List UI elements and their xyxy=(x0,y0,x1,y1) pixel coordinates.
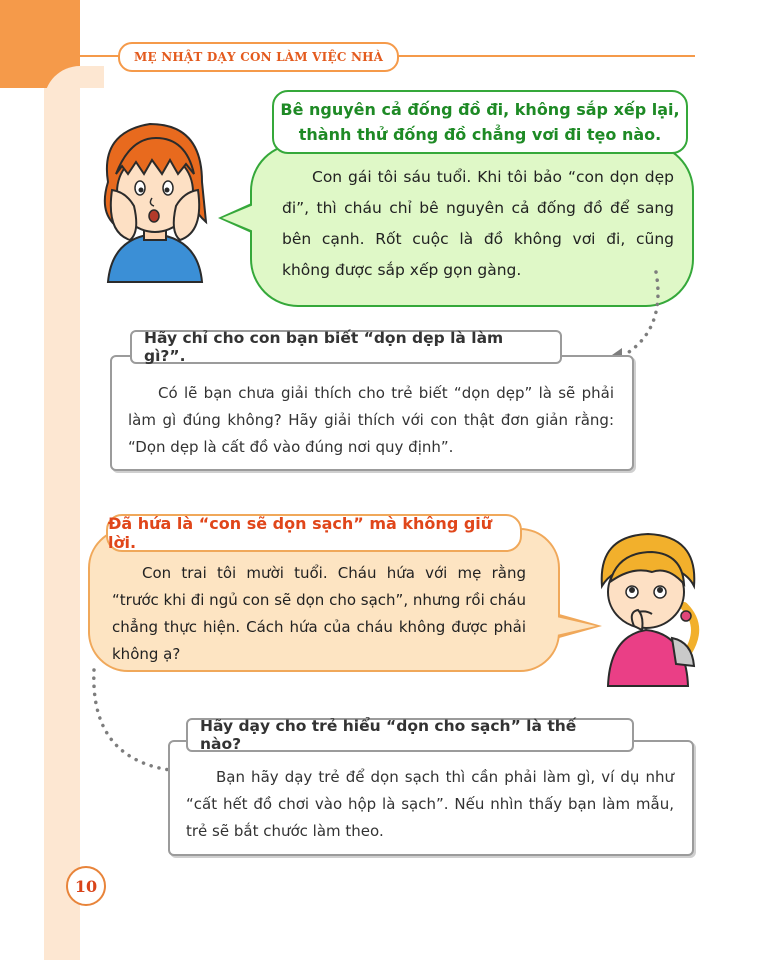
thinking-girl-illustration xyxy=(588,526,708,686)
question-body-text: Con trai tôi mười tuổi. Cháu hứa với mẹ rằng “trước khi đi ngủ con sẽ dọn cho sạch”, nhưng rồi cháu chẳng thực hiện. Cách hứa của cháu không được phải không ạ? xyxy=(112,564,526,663)
question-title: Đã hứa là “con sẽ dọn sạch” mà không giữ lời. xyxy=(106,514,522,552)
left-margin-band xyxy=(44,88,80,960)
girl-illustration xyxy=(90,112,220,282)
advice-title: Hãy chỉ cho con bạn biết “dọn dẹp là làm gì?”. xyxy=(130,330,562,364)
advice-body xyxy=(128,380,614,461)
question-body xyxy=(112,560,526,668)
advice-body-text: Có lẽ bạn chưa giải thích cho trẻ biết “dọn dẹp” là sẽ phải làm gì đúng không? Hãy giải thích với con thật đơn giản rằng: “Dọn dẹp là cất đồ vào đúng nơi quy định”. xyxy=(128,384,614,456)
page-number: 10 xyxy=(66,866,106,906)
speech-tail-fill xyxy=(222,204,256,232)
advice-title: Hãy dạy cho trẻ hiểu “dọn cho sạch” là thế nào? xyxy=(186,718,634,752)
question-body-text: Con gái tôi sáu tuổi. Khi tôi bảo “con dọn dẹp đi”, thì cháu chỉ bê nguyên cả đống đồ để sang bên cạnh. Rốt cuộc là đồ không vơi đi, cũng không được sắp xếp gọn gàng. xyxy=(282,168,674,279)
advice-body xyxy=(186,764,674,845)
advice-body-text: Bạn hãy dạy trẻ để dọn sạch thì cần phải làm gì, ví dụ như “cất hết đồ chơi vào hộp là sạch”. Nếu nhìn thấy bạn làm mẫu, trẻ sẽ bắt chước làm theo. xyxy=(186,768,674,840)
running-header: MẸ NHẬT DẠY CON LÀM VIỆC NHÀ xyxy=(118,42,399,72)
question-title: Bê nguyên cả đống đồ đi, không sắp xếp lại, thành thử đống đồ chẳng vơi đi tẹo nào. xyxy=(272,90,688,154)
